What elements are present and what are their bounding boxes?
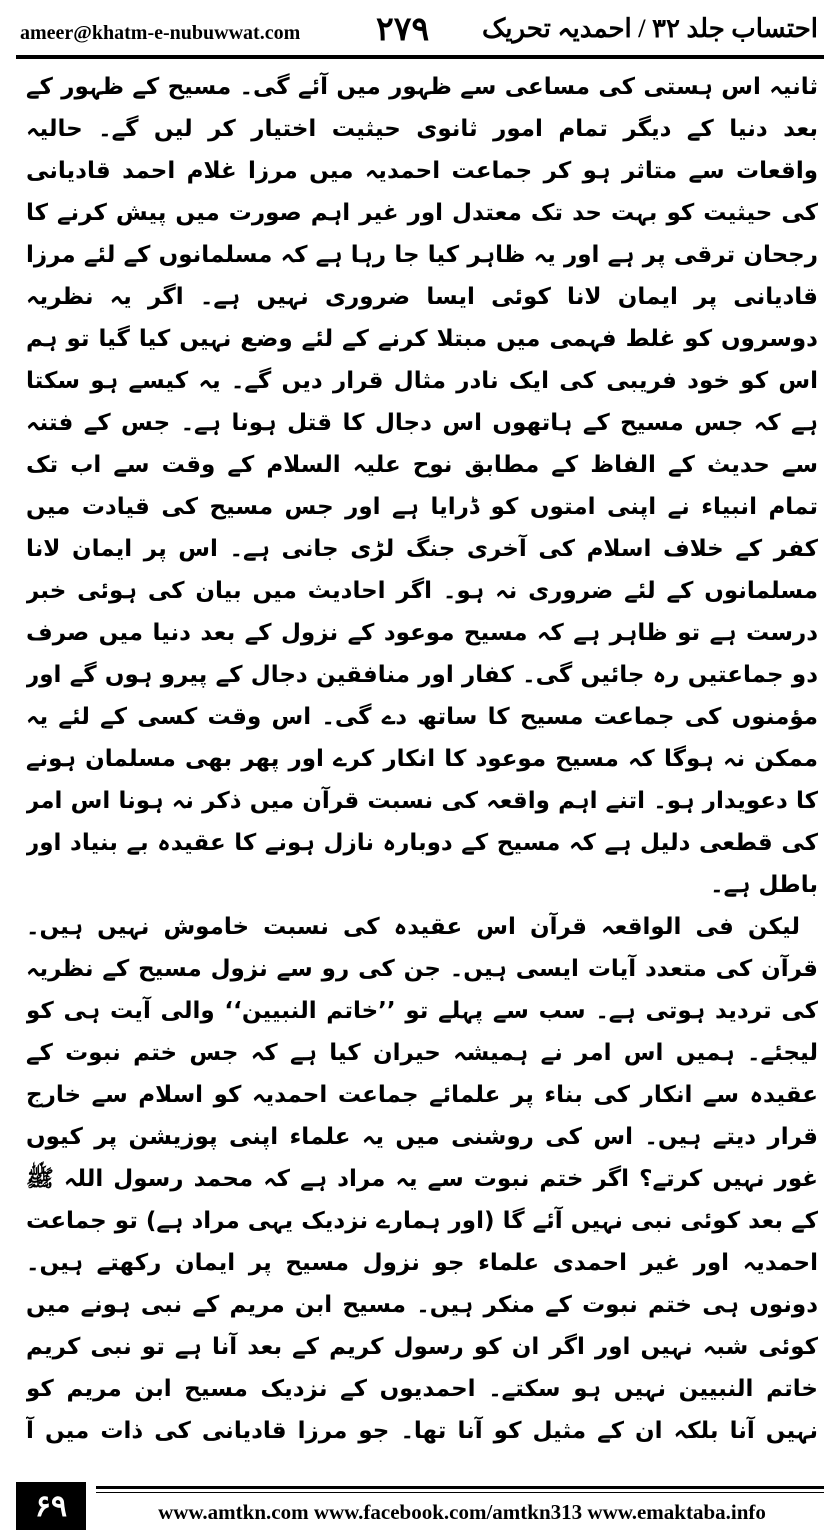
footer-links: www.amtkn.com www.facebook.com/amtkn313 www.emaktaba.info — [158, 1500, 766, 1524]
header-divider — [16, 55, 824, 59]
paragraph-2: لیکن فی الواقعہ قرآن اس عقیدہ کی نسبت خاموش نہیں ہیں۔ قرآن کی متعدد آیات ایسی ہیں۔ جن کی رو سے نزول مسیح کے نظریہ کی تردید ہوتی ہے۔ سب سے پہلے تو ’’خاتم النبیین‘‘ والی آیت ہی کو لیجئے۔ ہمیں اس امر نے ہمیشہ حیران کیا ہے کہ جس ختم نبوت کے عقیدہ سے انکار کی بناء پر علمائے جماعت احمدیہ کو اسلام سے خارج قرار دیتے ہیں۔ اس کی روشنی میں یہ علماء اپنی پوزیشن پر کیوں غور نہیں کرتے؟ اگر ختم نبوت سے یہ مراد ہے کہ محمد رسول اللہ ﷺ کے بعد کوئی نبی نہیں آئے گا (اور ہمارے نزدیک یہی مراد ہے) تو جماعت احمدیہ اور غیر احمدی علماء جو نزول مسیح پر ایمان رکھتے ہیں۔ دونوں ہی ختم نبوت کے منکر ہیں۔ مسیح ابن مریم کے نبی ہونے میں کوئی شبہ نہیں اور اگر ان کو رسول کریم کے بعد آنا ہے تو نبی کریم خاتم النبیین نہیں ہو سکتے۔ احمدیوں کے نزدیک مسیح ابن مریم کو نہیں آنا بلکہ ان کے مثیل کو آنا تھا۔ جو مرزا قادیانی کی ذات میں آ — [26, 914, 818, 1444]
footer-page-number — [16, 1482, 86, 1530]
footer-divider-thin — [96, 1492, 824, 1493]
footer-page-number-text: ۶۹ — [34, 1489, 68, 1523]
footer-divider-thick — [96, 1486, 824, 1489]
page-footer — [16, 1486, 824, 1532]
header-email: ameer@khatm-e-nubuwwat.com — [20, 22, 301, 44]
page-body — [26, 66, 818, 1456]
header-title: احتساب جلد ۳۲ / احمدیہ تحریک — [481, 14, 818, 43]
header-book-page-number: ۲۷۹ — [376, 12, 430, 48]
paragraph-1: ثانیہ اس ہستی کی مساعی سے ظہور میں آئے گی۔ مسیح کے ظہور کے بعد دنیا کے دیگر تمام امور ثانوی حیثیت اختیار کر لیں گے۔ حالیہ واقعات سے متاثر ہو کر جماعت احمدیہ میں مرزا غلام احمد قادیانی کی حیثیت کو بہت حد تک معتدل اور غیر اہم صورت میں پیش کرنے کا رجحان ترقی پر ہے اور یہ ظاہر کیا جا رہا ہے کہ مسلمانوں کے لئے مرزا قادیانی پر ایمان لانا کوئی ایسا ضروری نہیں ہے۔ اگر یہ نظریہ دوسروں کو غلط فہمی میں مبتلا کرنے کے لئے وضع نہیں کیا گیا تو ہم اس کو خود فریبی کی ایک نادر مثال قرار دیں گے۔ یہ کیسے ہو سکتا ہے کہ جس مسیح کے ہاتھوں اس دجال کا قتل ہونا ہے۔ جس کے فتنہ سے حدیث کے الفاظ کے مطابق نوح علیہ السلام کے وقت سے اب تک تمام انبیاء نے اپنی امتوں کو ڈرایا ہے اور جس مسیح کی قیادت میں کفر کے خلاف اسلام کی آخری جنگ لڑی جانی ہے۔ اس پر ایمان لانا مسلمانوں کے لئے ضروری نہ ہو۔ اگر احادیث میں بیان کی ہوئی خبر درست ہے تو ظاہر ہے کہ مسیح موعود کے نزول کے بعد دنیا میں صرف دو جماعتیں رہ جائیں گی۔ کفار اور منافقین دجال کے پیرو ہوں گے اور مؤمنوں کی جماعت مسیح کا ساتھ دے گی۔ اس وقت کسی کے لئے یہ ممکن نہ ہوگا کہ مسیح موعود کا انکار کرے اور پھر بھی مسلمان ہونے کا دعویدار ہو۔ اتنے اہم واقعہ کی نسبت قرآن میں ذکر نہ ہونا اس امر کی قطعی دلیل ہے کہ مسیح کے دوبارہ نازل ہونے کا عقیدہ بے بنیاد اور باطل ہے۔ — [26, 74, 818, 898]
page-header — [16, 10, 824, 52]
